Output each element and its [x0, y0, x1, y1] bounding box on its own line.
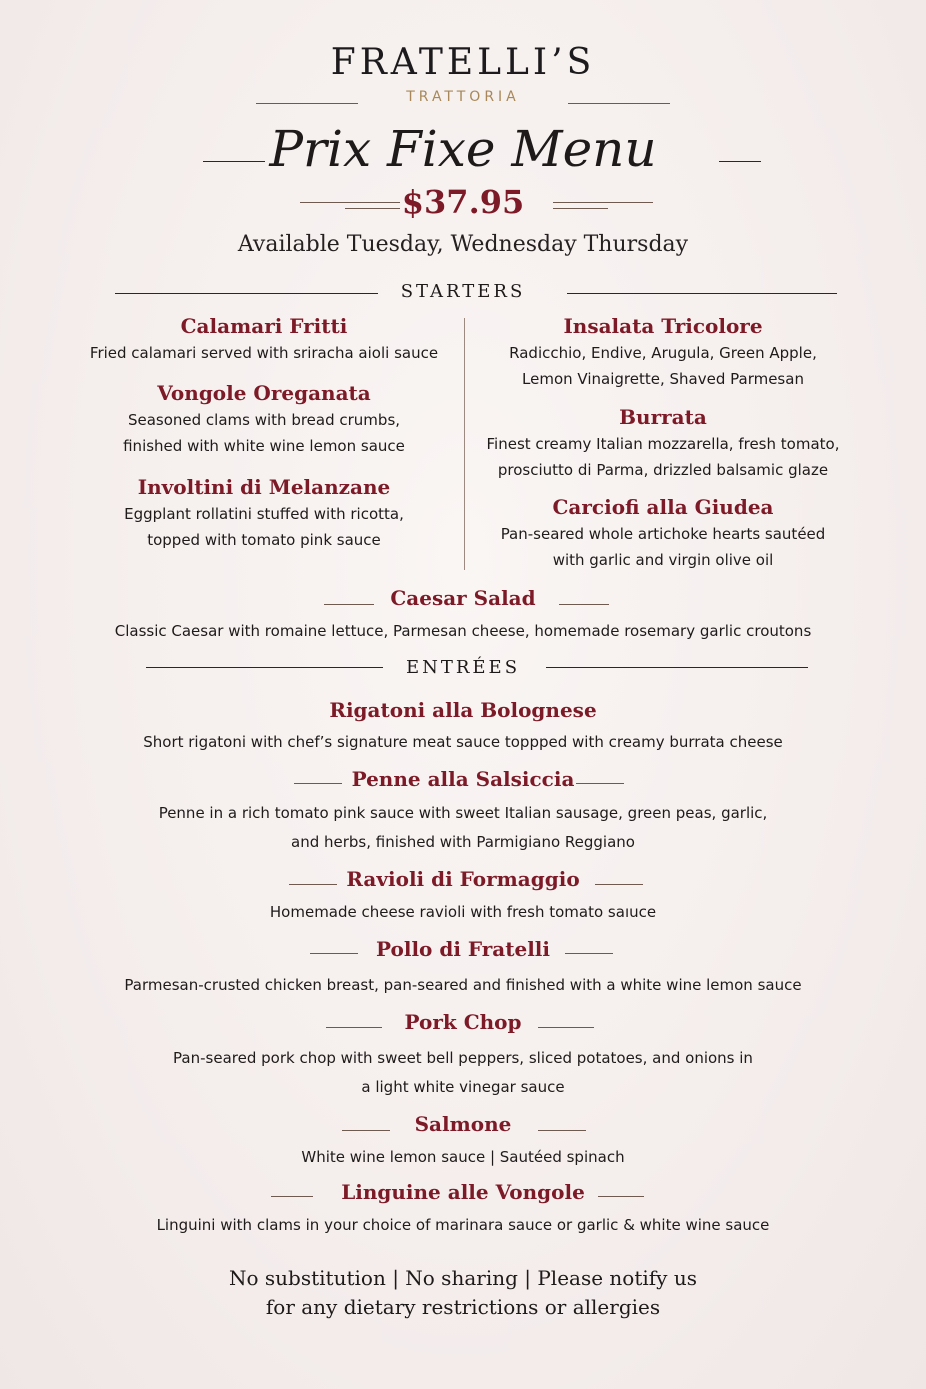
entree-desc: a light white vinegar sauce — [361, 1078, 565, 1096]
dish-desc: Fried calamari served with sriracha aioli sauce — [89, 344, 439, 362]
dish-name: Insalata Tricolore — [563, 314, 763, 338]
caesar-rule-right — [559, 604, 609, 605]
starter-item — [44, 314, 484, 366]
dish-desc: topped with tomato pink sauce — [147, 531, 381, 549]
dish-desc: prosciutto di Parma, drizzled balsamic glaze — [497, 461, 829, 479]
entree-desc: and herbs, finished with Parmigiano Reggiano — [291, 833, 635, 851]
menu-title: Prix Fixe Menu — [269, 120, 657, 178]
footer-line: for any dietary restrictions or allergies — [265, 1295, 661, 1319]
entree-rule-right — [598, 1196, 644, 1197]
entree-name: Pork Chop — [404, 1010, 522, 1034]
dish-desc: Lemon Vinaigrette, Shaved Parmesan — [522, 370, 804, 388]
footer-note — [0, 1264, 926, 1322]
restaurant-name: FRATELLI’S — [330, 42, 596, 83]
footer-line: No substitution | No sharing | Please notify us — [229, 1266, 697, 1290]
entree-rule-right — [576, 783, 624, 784]
entree-desc: Homemade cheese ravioli with fresh tomato saıuce — [269, 903, 657, 921]
caesar-desc: Classic Caesar with romaine lettuce, Parmesan cheese, homemade rosemary garlic croutons — [114, 622, 812, 640]
entrees-rule-right — [546, 667, 808, 668]
dish-name: Involtini di Melanzane — [137, 475, 391, 499]
dish-desc: Seasoned clams with bread crumbs, — [127, 411, 401, 429]
entree-desc: Linguini with clams in your choice of marinara sauce or garlic & white wine sauce — [156, 1216, 770, 1234]
entree-name: Ravioli di Formaggio — [346, 867, 580, 891]
entree-rule-right — [595, 884, 643, 885]
restaurant-subtitle: TRATTORIA — [406, 89, 520, 105]
starter-item — [44, 475, 484, 553]
price-rule-right-2 — [553, 208, 608, 209]
dish-name: Calamari Fritti — [180, 314, 348, 338]
entree-desc: White wine lemon sauce | Sautéed spinach — [301, 1148, 625, 1166]
availability: Available Tuesday, Wednesday Thursday — [237, 232, 689, 257]
price-rule-right-1 — [553, 202, 653, 203]
caesar-name: Caesar Salad — [390, 586, 536, 610]
entree-desc: Parmesan-crusted chicken breast, pan-seared and finished with a white wine lemon sauce — [124, 976, 802, 994]
entree-rule-right — [538, 1027, 594, 1028]
starter-item — [44, 381, 484, 459]
dish-desc: Pan-seared whole artichoke hearts sautéed — [500, 525, 826, 543]
entree-name: Rigatoni alla Bolognese — [329, 698, 597, 722]
entree-rule-right — [538, 1130, 586, 1131]
entree-desc: Penne in a rich tomato pink sauce with sweet Italian sausage, green peas, garlic, — [158, 804, 768, 822]
entree-name: Penne alla Salsiccia — [351, 767, 575, 791]
dish-desc: Radicchio, Endive, Arugula, Green Apple, — [509, 344, 817, 362]
entree-rule-right — [565, 953, 613, 954]
dish-desc: Finest creamy Italian mozzarella, fresh tomato, — [486, 435, 840, 453]
menu-price: $37.95 — [401, 183, 525, 221]
entree-name: Pollo di Fratelli — [376, 937, 550, 961]
starter-item — [443, 495, 883, 573]
starter-item — [443, 314, 883, 392]
entree-name: Salmone — [414, 1112, 512, 1136]
dish-name: Vongole Oreganata — [157, 381, 371, 405]
entree-desc: Short rigatoni with chef’s signature meat sauce toppped with creamy burrata cheese — [143, 733, 783, 751]
entree-desc: Pan-seared pork chop with sweet bell peppers, sliced potatoes, and onions in — [173, 1049, 753, 1067]
starter-item — [443, 405, 883, 483]
divider-right — [568, 103, 670, 104]
dish-name: Carciofi alla Giudea — [552, 495, 774, 519]
dish-name: Burrata — [619, 405, 707, 429]
dish-desc: Eggplant rollatini stuffed with ricotta, — [124, 505, 404, 523]
entree-name: Linguine alle Vongole — [341, 1180, 585, 1204]
dish-desc: with garlic and virgin olive oil — [552, 551, 774, 569]
dish-desc: finished with white wine lemon sauce — [123, 437, 405, 455]
starters-rule-right — [567, 293, 837, 294]
title-rule-right — [719, 161, 761, 162]
starters-heading: STARTERS — [400, 281, 526, 302]
entrees-heading: ENTRÉES — [405, 657, 521, 678]
